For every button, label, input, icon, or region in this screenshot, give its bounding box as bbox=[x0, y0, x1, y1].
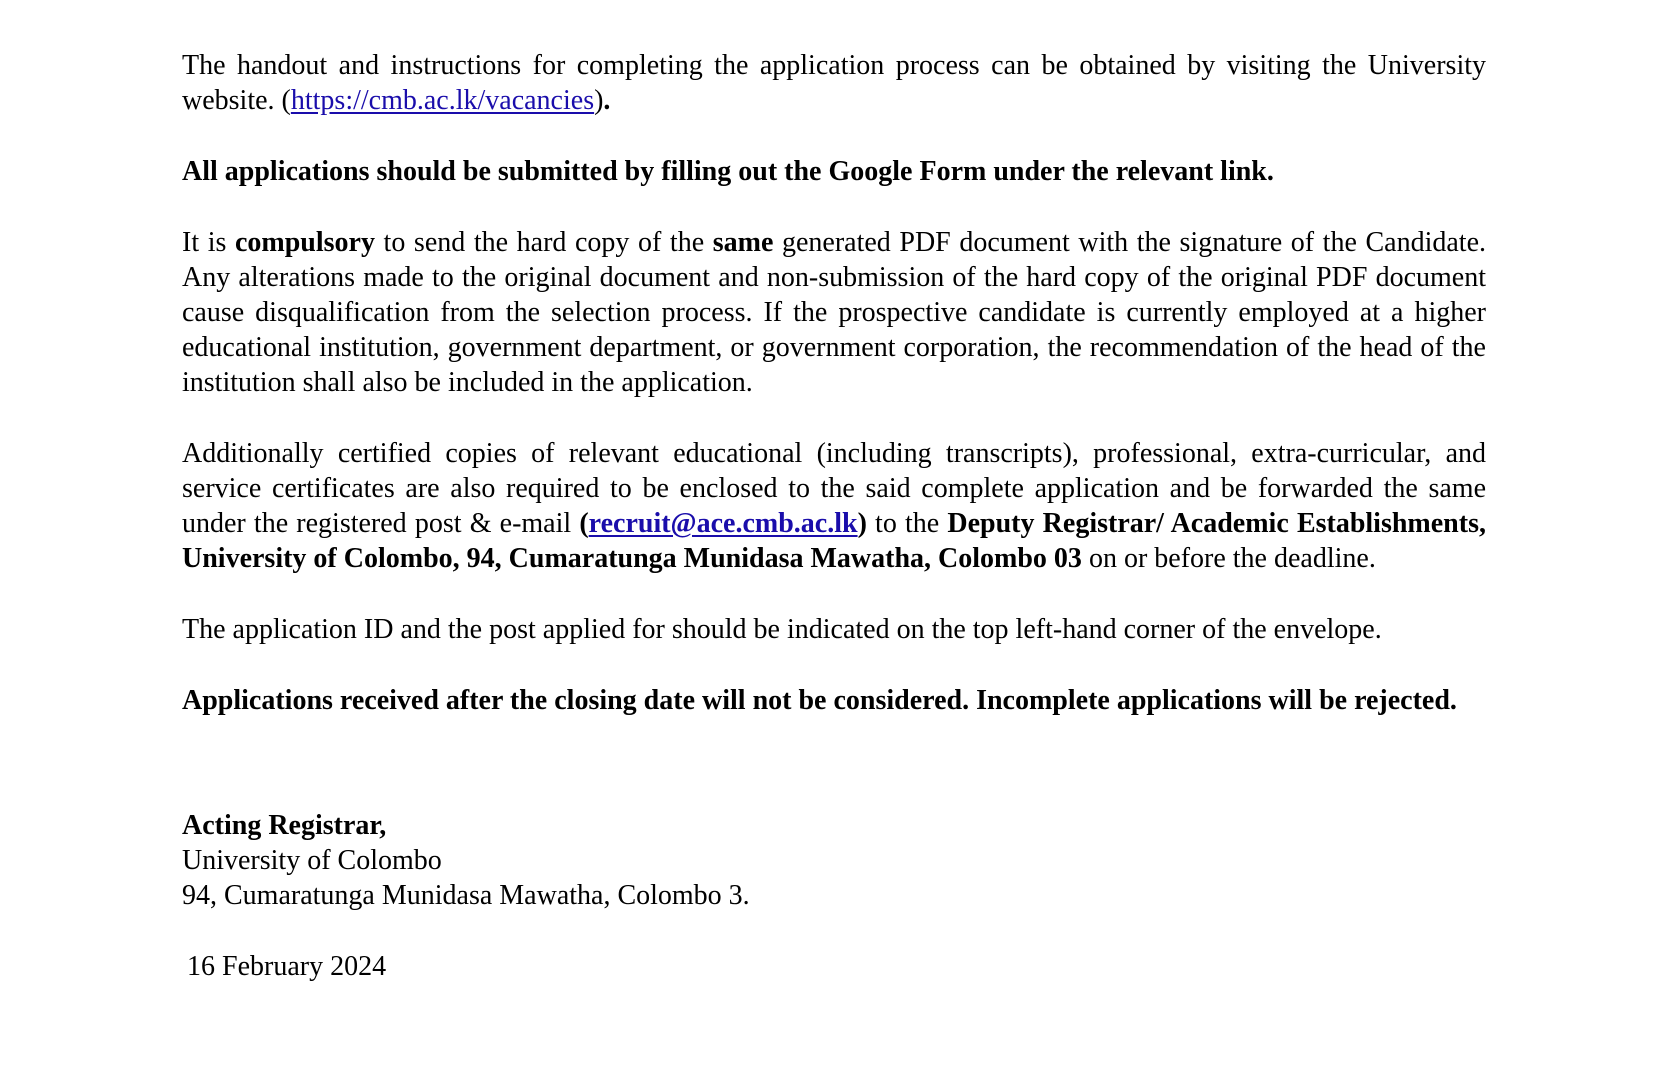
document-page bbox=[182, 48, 1486, 984]
hard-copy-text-3: generated PDF document with the signature of the Candidate. Any alterations made to the original document and non-submission of the hard copy of the original PDF document cause disqualification from the selection process. If the prospective candidate is currently employed at a higher educational institution, government department, or government corporation, the recommendation of the head of the institution shall also be included in the application. bbox=[182, 227, 1486, 398]
hard-copy-text-2: to send the hard copy of the bbox=[374, 227, 713, 258]
recruit-email-link[interactable]: recruit@ace.cmb.ac.lk bbox=[588, 508, 858, 539]
signatory-title: Acting Registrar, bbox=[182, 810, 387, 841]
deputy-registrar-address: Deputy Registrar/ Academic Establishments, University of Colombo, 94, Cumaratunga Munidasa Mawatha, Colombo 03 bbox=[182, 508, 1486, 574]
signature-block bbox=[182, 808, 1486, 913]
document-date: 16 February 2024 bbox=[187, 951, 387, 982]
google-form-notice: All applications should be submitted by filling out the Google Form under the relevant link. bbox=[182, 156, 1274, 187]
vacancies-link[interactable]: https://cmb.ac.lk/vacancies bbox=[290, 85, 595, 116]
certificates-text-3: on or before the deadline. bbox=[1081, 543, 1376, 574]
envelope-notice: The application ID and the post applied for should be indicated on the top left-hand corner of the envelope. bbox=[182, 614, 1382, 645]
same-emphasis: same bbox=[712, 227, 774, 258]
certificates-text-2: to the bbox=[866, 508, 948, 539]
email-open-paren: ( bbox=[579, 508, 589, 539]
signatory-organization: University of Colombo bbox=[182, 845, 442, 876]
instructions-close-paren: ) bbox=[594, 85, 604, 116]
hard-copy-text-1: It is bbox=[182, 227, 235, 258]
closing-date-warning: Applications received after the closing date will not be considered. Incomplete applications will be rejected. bbox=[182, 685, 1457, 716]
signatory-address: 94, Cumaratunga Munidasa Mawatha, Colombo 3. bbox=[182, 880, 750, 911]
instructions-period: . bbox=[603, 85, 611, 116]
email-close-paren: ) bbox=[857, 508, 867, 539]
compulsory-emphasis: compulsory bbox=[234, 227, 375, 258]
instructions-paragraph bbox=[182, 48, 1486, 118]
certificates-text-1: Additionally certified copies of relevant educational (including transcripts), professional, extra-curricular, and service certificates are also required to be enclosed to the said complete application and be forwarded the same under the registered post & e-mail bbox=[182, 438, 1486, 539]
instructions-text: The handout and instructions for completing the application process can be obtained by visiting the University website. ( bbox=[182, 50, 1486, 116]
certificates-paragraph bbox=[182, 436, 1486, 576]
spacer bbox=[182, 754, 1486, 808]
hard-copy-paragraph bbox=[182, 225, 1486, 400]
